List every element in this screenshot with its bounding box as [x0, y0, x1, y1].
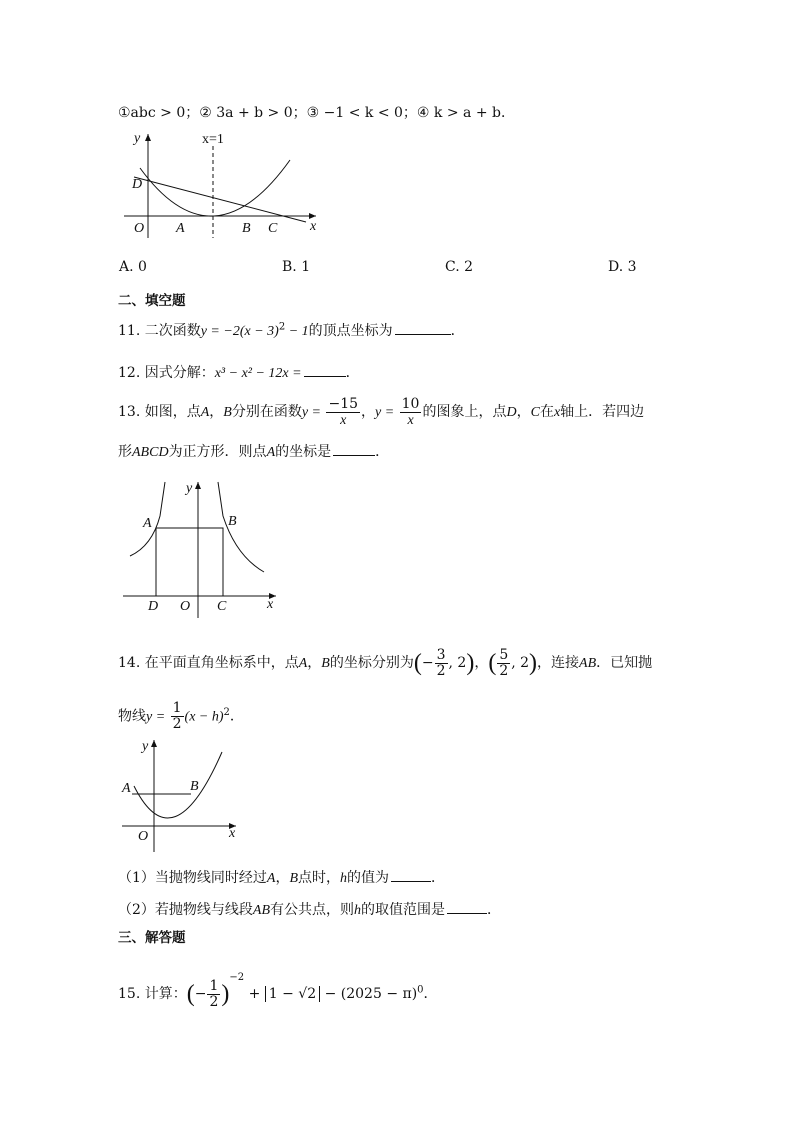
q14-text-a: 14. 在平面直角坐标系中，点: [118, 655, 299, 671]
q14-text-c: ，连接: [537, 655, 580, 671]
label-x: x: [229, 826, 236, 841]
q14-text-e: 物线: [118, 708, 146, 725]
q13-fraction-2: [400, 397, 422, 428]
q14-p1-y: , 2: [448, 655, 467, 671]
square-abcd: [156, 528, 223, 596]
q13-line2: [118, 441, 389, 461]
parabola: [140, 160, 290, 216]
q11-formula-after: − 1: [285, 324, 309, 339]
y-axis-arrow: [195, 482, 201, 489]
q14-sub1-h: h: [340, 871, 348, 886]
label-x: x: [310, 219, 317, 234]
q13-f2-denominator: x: [407, 412, 414, 428]
q13-point-b: B: [223, 405, 232, 420]
q14-point-a: A: [298, 656, 308, 671]
q14-sub2-end: ．: [487, 902, 502, 918]
q14-paren-close-2: ): [529, 650, 538, 676]
label-o: O: [138, 829, 149, 844]
q12-answer-blank[interactable]: [304, 364, 346, 377]
q15-denominator: 2: [209, 993, 219, 1010]
q13-text-e: 轴上．若四边: [560, 404, 645, 420]
q13-text-c: 的图象上，点: [422, 404, 507, 420]
q15-neg: −: [194, 986, 207, 1002]
q14-half-denominator: 2: [172, 716, 182, 733]
q12-text-before: 12. 因式分解：: [118, 365, 215, 381]
q13-text-f: 形: [118, 444, 132, 460]
q13-sep-2: ，: [516, 404, 531, 420]
q14-sub1-point-b: B: [289, 871, 299, 886]
q14-p2-y: , 2: [511, 655, 530, 671]
q13-text-d: 在: [539, 404, 554, 420]
q12: [118, 362, 360, 382]
hyperbola-right: [218, 482, 264, 572]
q14-text-d: ．已知抛: [596, 655, 653, 671]
q15-end: ．: [423, 986, 438, 1002]
q15: 15. 计算：(− $\frac{1}{2}$ )$^{-2} + 1 - √2 - (2025 - \pi)^0$．: [118, 972, 438, 1010]
q13-comma: ，: [361, 404, 376, 420]
q14-line1: [118, 643, 652, 684]
q14-sep-3: ，: [474, 655, 489, 671]
q15-paren-close: ): [221, 981, 230, 1007]
label-x-eq-1: x=1: [202, 132, 224, 147]
label-a: A: [122, 781, 131, 796]
q15-numerator: 1: [209, 977, 219, 994]
q14-sub1-end: ．: [431, 870, 446, 886]
q13-end: ．: [375, 444, 390, 460]
q13-text-h: 的坐标是: [275, 444, 332, 460]
y-axis-arrow: [145, 134, 151, 141]
label-y: y: [186, 481, 193, 496]
y-axis-arrow: [151, 740, 157, 747]
q15-exp1: −2: [229, 972, 245, 983]
choice-d[interactable]: D. 3: [608, 259, 637, 275]
q13-f2-numerator: 10: [401, 395, 420, 412]
q13-sep: ，: [209, 404, 224, 420]
q14-p1-numerator: 3: [436, 646, 446, 663]
q15-minus: −: [320, 986, 341, 1002]
q13-fraction-1: [326, 397, 360, 428]
choice-b[interactable]: B. 1: [282, 259, 311, 275]
q13-text-g: 为正方形．则点: [168, 444, 267, 460]
choice-a[interactable]: A. 0: [119, 259, 147, 275]
q13-y-eq-2: y =: [375, 405, 395, 420]
q14-end-1: ．: [229, 708, 244, 725]
q14-line2: [118, 695, 244, 736]
q13-abcd: ABCD: [132, 445, 169, 460]
q14-p2-denominator: 2: [499, 662, 509, 679]
q14-paren-open-2: (: [488, 650, 497, 676]
q14-graph: [118, 736, 248, 854]
q14-sub2-h: h: [354, 903, 362, 918]
q13-text-a: 13. 如图，点: [118, 404, 201, 420]
q13-y-eq-1: y =: [301, 405, 322, 420]
q14-sub2-text-b: 有公共点，则: [270, 902, 355, 918]
q15-abs-expr: 1 − √2: [265, 986, 320, 1002]
q14-sub1-answer-blank[interactable]: [391, 869, 431, 882]
q14-sub1-sep: ，: [275, 870, 290, 886]
q15-paren-expr: (2025 − π): [340, 986, 418, 1002]
q11: [118, 320, 465, 340]
label-c: C: [217, 599, 227, 614]
q10-graph: [118, 128, 328, 243]
q14-sep: ，: [307, 655, 322, 671]
q15-exp2: 0: [417, 984, 424, 996]
q14-half-numerator: 1: [172, 700, 182, 717]
q13-point-a-2: A: [266, 445, 276, 460]
q14-p2-fraction: [497, 648, 510, 679]
q14-sub2-text-a: （2）若抛物线与线段: [118, 902, 253, 918]
q14-sub2-answer-blank[interactable]: [447, 901, 487, 914]
label-y: y: [134, 131, 141, 146]
q13-text-b: 分别在函数: [231, 404, 302, 420]
q12-end: ．: [345, 365, 360, 381]
q13-answer-blank[interactable]: [333, 443, 375, 456]
q13-point-a: A: [200, 405, 210, 420]
q13-x: x: [553, 405, 561, 420]
q15-fraction: [207, 979, 220, 1010]
label-d: D: [132, 177, 143, 192]
label-b: B: [190, 779, 199, 794]
label-o: O: [180, 599, 191, 614]
q13-f1-numerator: −15: [328, 395, 359, 412]
parabola: [134, 752, 222, 818]
q12-formula: x³ − x² − 12x =: [214, 366, 302, 381]
q13-graph: [118, 478, 283, 618]
q15-label: 15. 计算：: [118, 986, 187, 1002]
q11-answer-blank[interactable]: [395, 322, 451, 335]
q15-paren-open: (: [186, 981, 195, 1007]
label-b: B: [228, 514, 237, 529]
q14-point-b: B: [321, 656, 330, 671]
q14-p2-numerator: 5: [499, 646, 509, 663]
q14-sub2-ab: AB: [252, 903, 271, 918]
q14-y-eq: y =: [146, 709, 166, 725]
q14-sub2: [118, 899, 501, 919]
q14-paren-open-1: (: [413, 650, 422, 676]
q14-sub1-text-c: 的值为: [347, 870, 390, 886]
q14-half-fraction: [171, 701, 184, 732]
label-y: y: [142, 739, 149, 754]
q13-line1: [118, 396, 644, 429]
q11-exponent: 2: [278, 321, 286, 333]
q11-formula: y = −2(x − 3): [200, 324, 279, 339]
q14-sub1: [118, 867, 445, 887]
q14-h-exp: 2: [223, 707, 230, 718]
q11-end: ．: [450, 323, 465, 339]
q13-f1-denominator: x: [340, 412, 347, 428]
label-b: B: [242, 221, 251, 236]
q14-p1-sign: −: [421, 655, 434, 671]
q14-p1-denominator: 2: [436, 662, 446, 679]
section-solve-title: 三、解答题: [118, 930, 186, 946]
q14-sub1-text-b: 点时，: [298, 870, 341, 886]
q14-sub1-point-a: A: [266, 871, 276, 886]
label-c: C: [268, 221, 278, 236]
q14-paren-close-1: ): [466, 650, 475, 676]
label-o: O: [134, 221, 145, 236]
q14-p1-fraction: [435, 648, 448, 679]
q11-text-before: 11. 二次函数: [118, 323, 201, 339]
label-d: D: [148, 599, 159, 614]
section-fill-blank-title: 二、填空题: [118, 293, 186, 309]
label-a: A: [143, 516, 152, 531]
q13-point-d: D: [506, 405, 517, 420]
label-x: x: [267, 597, 274, 612]
q14-sub2-text-c: 的取值范围是: [361, 902, 446, 918]
q14-sub1-text-a: （1）当抛物线同时经过: [118, 870, 267, 886]
q14-text-b: 的坐标分别为: [329, 655, 414, 671]
q14-h-expr: (x − h): [184, 709, 224, 725]
label-a: A: [176, 221, 185, 236]
q14-ab: AB: [579, 656, 597, 671]
choice-c[interactable]: C. 2: [445, 259, 474, 275]
q10-statements: ①abc > 0；② 3a + b > 0；③ −1 < k < 0；④ k > a + b．: [118, 105, 515, 121]
q13-point-c: C: [530, 405, 540, 420]
q11-text-after: 的顶点坐标为: [308, 323, 393, 339]
